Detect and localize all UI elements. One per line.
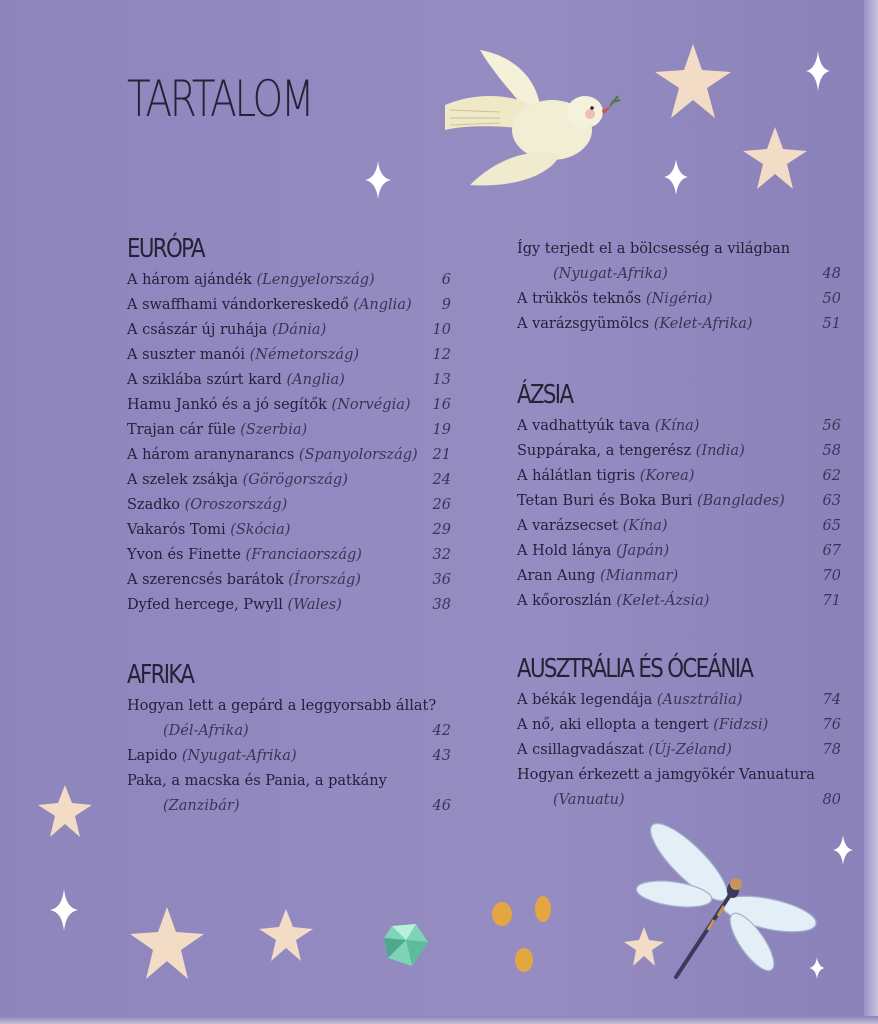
story-origin: (Dánia) [272, 322, 327, 338]
entry-list [517, 688, 841, 813]
toc-entry [127, 268, 451, 293]
toc-entry [127, 368, 451, 393]
page-number: 29 [432, 522, 451, 538]
page-edge [864, 0, 878, 1024]
page-number: 16 [432, 397, 451, 413]
story-title: A három aranynarancs [127, 447, 295, 463]
dragonfly-icon [634, 822, 824, 982]
page-number: 13 [432, 372, 451, 388]
toc-entry [517, 262, 841, 287]
star-icon [652, 42, 734, 122]
story-origin: (Zanzibár) [163, 798, 240, 814]
section-europa [127, 234, 451, 618]
toc-entry [517, 539, 841, 564]
sparkle-icon [48, 888, 80, 932]
story-title: Aran Aung [517, 568, 596, 584]
page-number: 50 [822, 291, 841, 307]
page-bottom-edge [0, 1016, 878, 1024]
story-origin: (Mianmar) [600, 568, 679, 584]
page-number: 21 [432, 447, 451, 463]
page-number: 80 [822, 792, 841, 808]
toc-entry [517, 464, 841, 489]
section-azsia [517, 380, 841, 614]
story-origin: (Oroszország) [184, 497, 288, 513]
page-number: 26 [432, 497, 451, 513]
toc-entry [517, 414, 841, 439]
section-afrika-continued [517, 237, 841, 337]
section-heading: AUSZTRÁLIA ÉS ÓCEÁNIA [517, 654, 753, 684]
page-number: 70 [822, 568, 841, 584]
page-number: 74 [822, 692, 841, 708]
toc-entry [127, 318, 451, 343]
story-origin: (Kelet-Afrika) [653, 316, 753, 332]
page-number: 12 [432, 347, 451, 363]
story-origin: (Kelet-Ázsia) [616, 593, 710, 609]
toc-entry [127, 719, 451, 744]
page-number: 56 [822, 418, 841, 434]
story-title: Vakarós Tomi [127, 522, 226, 538]
story-origin: (Japán) [616, 543, 670, 559]
section-heading: AFRIKA [127, 660, 194, 690]
page-number: 65 [822, 518, 841, 534]
section-ausztralia-es-oceania [517, 654, 841, 813]
page-number: 46 [432, 798, 451, 814]
gem-icon [382, 922, 430, 968]
story-origin: (Norvégia) [331, 397, 411, 413]
entry-list [127, 694, 451, 819]
story-title: Dyfed hercege, Pwyll [127, 597, 283, 613]
toc-entry [517, 713, 841, 738]
story-title: A szelek zsákja [127, 472, 239, 488]
story-origin: (Dél-Afrika) [163, 723, 249, 739]
toc-entry [127, 468, 451, 493]
toc-entry [517, 439, 841, 464]
star-icon [740, 126, 810, 192]
page-number: 42 [432, 723, 451, 739]
toc-entry [127, 769, 451, 794]
story-title: A Hold lánya [517, 543, 612, 559]
page-number: 9 [441, 297, 451, 313]
dove-icon [440, 30, 625, 195]
toc-entry [127, 293, 451, 318]
toc-entry [127, 694, 451, 719]
star-icon [36, 784, 94, 840]
page-number: 38 [432, 597, 451, 613]
toc-entry [127, 543, 451, 568]
story-title: A vadhattyúk tava [517, 418, 651, 434]
toc-entry [517, 788, 841, 813]
page-number: 24 [432, 472, 451, 488]
coin-icon [532, 894, 554, 924]
story-origin: (Korea) [639, 468, 695, 484]
section-afrika [127, 660, 451, 819]
story-title: A császár új ruhája [127, 322, 268, 338]
entry-list [127, 268, 451, 618]
story-title: A nő, aki ellopta a tengert [517, 717, 709, 733]
page-title: TARTALOM [127, 70, 313, 128]
story-title: Tetan Buri és Boka Buri [517, 493, 693, 509]
toc-entry [517, 514, 841, 539]
entry-list [517, 414, 841, 614]
story-title: A varázsecset [517, 518, 619, 534]
page-number: 6 [441, 272, 451, 288]
toc-entry [127, 418, 451, 443]
story-title: A békák legendája [517, 692, 653, 708]
toc-entry [127, 493, 451, 518]
page-number: 10 [432, 322, 451, 338]
story-origin: (Wales) [287, 597, 342, 613]
story-title: A szerencsés barátok [127, 572, 284, 588]
page-number: 19 [432, 422, 451, 438]
sparkle-icon [364, 160, 392, 200]
toc-entry [127, 518, 451, 543]
story-title: Szadko [127, 497, 181, 513]
toc-entry [127, 794, 451, 819]
page-number: 36 [432, 572, 451, 588]
toc-entry [127, 393, 451, 418]
story-origin: (Lengyelország) [256, 272, 375, 288]
toc-entry [517, 489, 841, 514]
story-origin: (Vanuatu) [553, 792, 625, 808]
page-number: 76 [822, 717, 841, 733]
toc-entry [517, 312, 841, 337]
sparkle-icon [804, 50, 832, 92]
toc-entry [517, 589, 841, 614]
story-origin: (Skócia) [230, 522, 291, 538]
story-title: A kőoroszlán [517, 593, 612, 609]
story-origin: (India) [695, 443, 745, 459]
coin-icon [513, 946, 535, 974]
story-title: A három ajándék [127, 272, 252, 288]
page-number: 62 [822, 468, 841, 484]
page-number: 71 [822, 593, 841, 609]
toc-entry [517, 564, 841, 589]
page-number: 78 [822, 742, 841, 758]
story-title: A varázsgyümölcs [517, 316, 650, 332]
story-title: Így terjedt el a bölcsesség a világban [517, 241, 791, 257]
toc-entry [517, 688, 841, 713]
section-heading: ÁZSIA [517, 380, 573, 410]
page-number: 63 [822, 493, 841, 509]
toc-entry [127, 443, 451, 468]
story-origin: (Anglia) [353, 297, 412, 313]
story-origin: (Spanyolország) [298, 447, 418, 463]
page-number: 32 [432, 547, 451, 563]
story-title: A trükkös teknős [517, 291, 642, 307]
story-origin: (Banglades) [696, 493, 785, 509]
story-title: Hamu Jankó és a jó segítők [127, 397, 327, 413]
story-origin: (Fidzsi) [713, 717, 769, 733]
toc-entry [517, 287, 841, 312]
story-origin: (Franciaország) [245, 547, 362, 563]
toc-entry [127, 593, 451, 618]
page-number: 58 [822, 443, 841, 459]
story-origin: (Anglia) [286, 372, 345, 388]
story-title: A sziklába szúrt kard [127, 372, 282, 388]
star-icon [127, 906, 207, 982]
coin-icon [490, 900, 514, 928]
toc-entry [127, 744, 451, 769]
story-title: Lapido [127, 748, 178, 764]
toc-entry [517, 763, 841, 788]
story-origin: (Nyugat-Afrika) [181, 748, 297, 764]
story-origin: (Kína) [654, 418, 700, 434]
sparkle-icon [832, 834, 854, 866]
sparkle-icon [662, 158, 690, 196]
story-origin: (Németország) [249, 347, 360, 363]
story-origin: (Kína) [622, 518, 668, 534]
section-heading: EURÓPA [127, 234, 204, 264]
entry-list [517, 237, 841, 337]
toc-entry [127, 343, 451, 368]
story-title: Paka, a macska és Pania, a patkány [127, 773, 387, 789]
story-title: A hálátlan tigris [517, 468, 636, 484]
toc-entry [517, 738, 841, 763]
page-number: 48 [822, 266, 841, 282]
story-title: Yvon és Finette [127, 547, 241, 563]
story-title: Hogyan lett a gepárd a leggyorsabb állat? [127, 698, 437, 714]
story-origin: (Nyugat-Afrika) [553, 266, 668, 282]
story-title: Trajan cár füle [127, 422, 236, 438]
story-title: A suszter manói [127, 347, 245, 363]
page-number: 51 [822, 316, 841, 332]
story-origin: (Új-Zéland) [648, 742, 732, 758]
story-origin: (Nigéria) [645, 291, 713, 307]
toc-entry [127, 568, 451, 593]
story-title: Suppáraka, a tengerész [517, 443, 692, 459]
page-number: 67 [822, 543, 841, 559]
toc-entry [517, 237, 841, 262]
story-title: A csillagvadászat [517, 742, 644, 758]
story-origin: (Ausztrália) [656, 692, 743, 708]
story-origin: (Görögország) [242, 472, 348, 488]
star-icon [258, 908, 314, 964]
story-origin: (Írország) [288, 572, 361, 588]
story-title: Hogyan érkezett a jamgyökér Vanuatura [517, 767, 815, 783]
story-title: A swaffhami vándorkereskedő [127, 297, 349, 313]
page-number: 43 [432, 748, 451, 764]
story-origin: (Szerbia) [240, 422, 308, 438]
